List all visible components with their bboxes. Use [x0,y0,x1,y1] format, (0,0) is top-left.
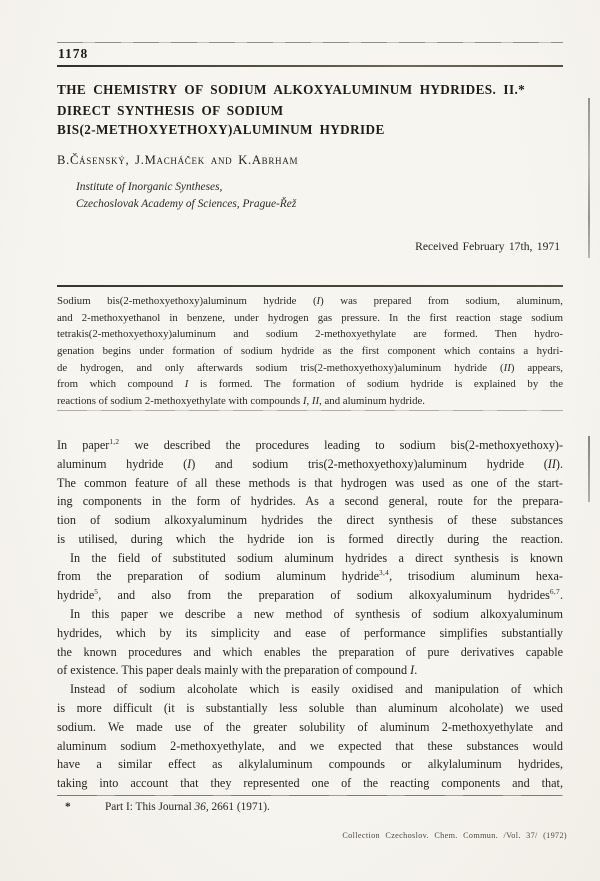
article-title: THE CHEMISTRY OF SODIUM ALKOXYALUMINUM HYDRIDES. II.* [57,82,526,97]
footnote-rule [57,795,563,796]
abstract-bottom-rule [57,410,563,411]
footnote-marker: * [65,801,71,813]
text-line: have a similar effect as alkylaluminum compounds or alkylaluminum hydrides, [57,757,563,772]
text-line: In paper$^{1,2}$ we described the procedures leading to sodium bis(2-methoxyethoxy)- [57,436,563,452]
article-subtitle-line2: BIS(2-METHOXYETHOXY)ALUMINUM HYDRIDE [57,121,385,137]
received-date: Received February 17th, 1971 [415,240,560,253]
text-line: the known procedures and which enables the preparation of pure derivatives capable [57,644,563,659]
text-line: de hydrogen, and only afterwards sodium tris(2-methoxyethoxy)aluminum hydride (II) appears, [57,361,563,374]
body-paragraph-2 [57,549,563,605]
footnote-text [105,801,563,813]
scan-artifact [588,98,590,258]
footnote [57,801,563,813]
article-subtitle [57,102,577,139]
text-line: reactions of sodium 2-methoxyethylate with compounds I, II, and aluminum hydride. [57,394,425,407]
abstract [57,293,563,409]
text-line: and 2-methoxyethanol in benzene, under hydrogen gas pressure. In the first reaction stage sodium [57,311,563,324]
text-line: hydride$^5$, and also from the preparation of sodium alkoxyaluminum hydrides$^{6,7}$. [57,587,563,603]
body-paragraph-3 [57,605,563,680]
top-edge-rule [57,42,563,43]
text-line: from which compound I is formed. The formation of sodium hydride is explained by the [57,378,563,391]
affiliation-line1: Institute of Inorganic Syntheses, [76,181,223,193]
text-line: Instead of sodium alcoholate which is easily oxidised and manipulation of which [70,682,563,697]
affiliation [76,179,516,213]
affiliation-line2: Czechoslovak Academy of Sciences, Prague-Řež [76,197,297,210]
article-subtitle-line1: DIRECT SYNTHESIS OF SODIUM [57,103,284,118]
text-line: is more difficult (it is substantially less soluble than aluminum alcoholate) we used [57,700,563,715]
text-line: In this paper we describe a new method of synthesis of sodium alkoxyaluminum [70,607,563,622]
text-line: Sodium bis(2-methoxyethoxy)aluminum hydride (I) was prepared from sodium, aluminum, [57,295,563,307]
text-line: hydrides, which by its simplicity and ease of performance simplifies substantially [57,625,563,640]
text-line: sodium. We made use of the greater solubility of aluminum 2-methoxyethylate and [57,719,563,734]
text-line: The common feature of all these methods is that hydrogen was used as one of the start- [57,475,563,490]
text-line: from the preparation of sodium aluminum hydride$^{3,4}$, trisodium aluminum hexa- [57,568,563,584]
text-line: of existence. This paper deals mainly with the preparation of compound I. [57,663,418,678]
body-paragraph-4 [57,680,563,793]
text-line: tion of sodium alkoxyaluminum hydrides the direct synthesis of these substances [57,513,563,528]
text-line: aluminum sodium 2-methoxyethylate, and we expected that these substances would [57,738,563,753]
authors-line: B.Čásenský, J.Macháček and K.Abrham [57,153,299,167]
text-line: aluminum hydride (I) and sodium tris(2-methoxyethoxy)aluminum hydride (II). [57,456,563,471]
text-line: Part I: This Journal 36, 2661 (1971). [105,801,270,813]
text-line: In the field of substituted sodium aluminum hydrides a direct synthesis is known [70,550,563,565]
abstract-top-rule [57,285,563,287]
scan-artifact [588,436,590,502]
text-line: taking into account that they represented one of the reacting components and that, [57,776,563,791]
text-line: genation begins under formation of sodium hydride as the first component which contains a hydri- [57,344,563,357]
article-body [57,436,563,793]
text-line: ing components in the form of hydrides. As a second general, route for the prepara- [57,494,563,509]
header-rule [57,65,563,67]
text-line: tetrakis(2-methoxyethoxy)aluminum and sodium 2-methoxyethylate are formed. Then hydro- [57,328,563,341]
text-line: is utilised, during which the hydride ion is formed directly during the reaction. [57,531,563,546]
journal-footer: Collection Czechoslov. Chem. Commun. /Vol. 37/ (1972) [342,831,567,840]
body-paragraph-1 [57,436,563,549]
page-number: 1178 [58,46,89,61]
